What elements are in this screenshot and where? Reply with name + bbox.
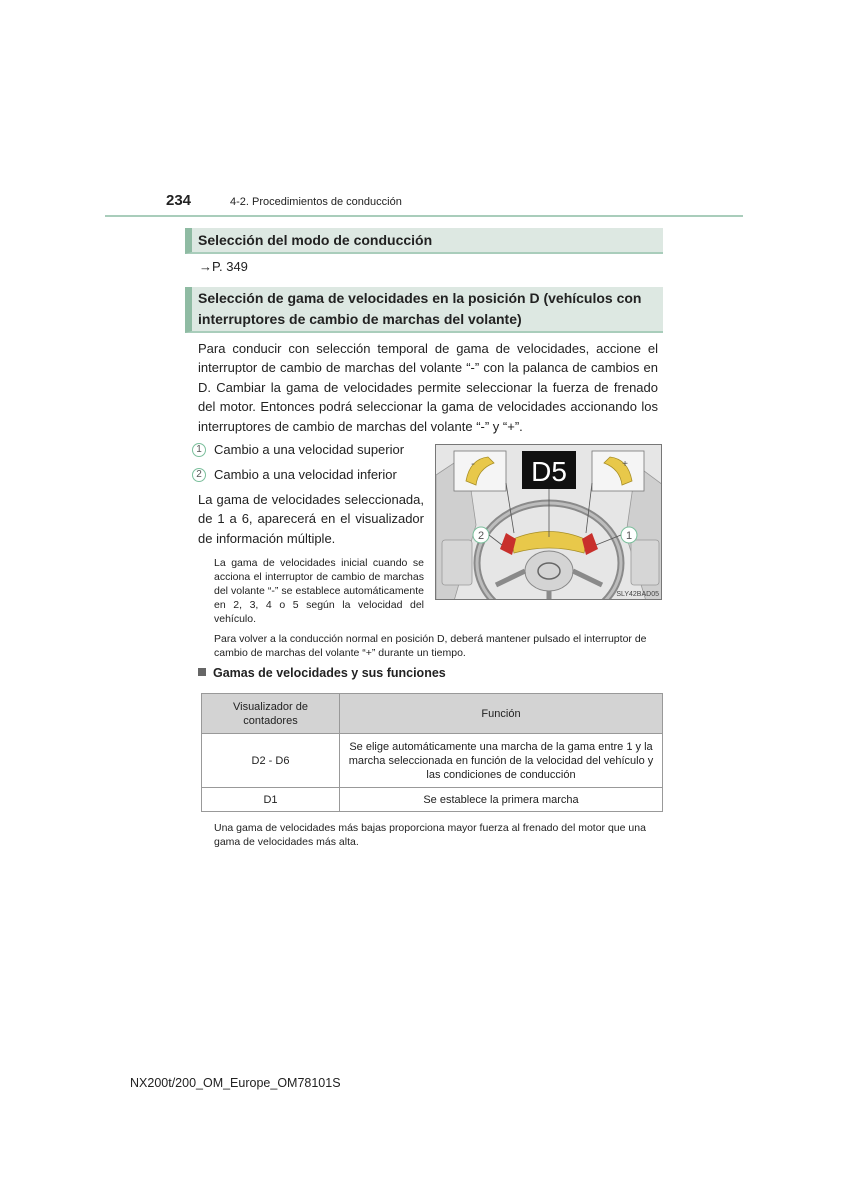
header-divider [105, 215, 743, 217]
gear-display-label: D5 [531, 456, 567, 487]
gear-range-table [201, 693, 663, 812]
table-cell-display: D2 - D6 [202, 734, 340, 788]
section-title-gear-range: Selección de gama de velocidades en la posición D (vehículos con interruptores de cambio de marchas del volante) [185, 287, 663, 333]
page-reference: →P. 349 [199, 259, 248, 274]
section-title-driving-mode: Selección del modo de conducción [185, 228, 663, 254]
display-info-paragraph: La gama de velocidades seleccionada, de 1 a 6, aparecerá en el visualizador de información múltiple. [198, 492, 424, 546]
initial-range-note: La gama de velocidades inicial cuando se acciona el interruptor de cambio de marchas del volante “-” se establece automáticamente en 2, 3, 4 o 5 según la velocidad del vehículo. [214, 557, 424, 625]
figure-code: SLY42BAD05 [616, 591, 659, 598]
intro-paragraph: Para conducir con selección temporal de gama de velocidades, accione el interruptor de cambio de marchas del volante “-” con la palanca de cambios en D. Cambiar la gama de velocidades permite seleccionar la fuerza de frenado del motor. Entonces podrá seleccionar la gama de velocidades accionando los interruptores de cambio de marchas del volante “-” y “+”. [198, 341, 658, 434]
item-number-1: 1 [192, 443, 206, 457]
table-row [202, 734, 663, 788]
minus-paddle-label: - [471, 458, 475, 470]
gamas-heading-text: Gamas de velocidades y sus funciones [213, 666, 446, 680]
table-row [202, 788, 663, 812]
table-cell-function: Se establece la primera marcha [340, 788, 663, 812]
gamas-heading [198, 666, 446, 680]
gamas-footnote: Una gama de velocidades más bajas proporciona mayor fuerza al frenado del motor que una gama de velocidades más alta. [214, 822, 646, 848]
figure-illustration [436, 445, 662, 600]
steering-wheel-paddle-figure [435, 444, 662, 600]
callout-2-label: 2 [477, 530, 485, 542]
document-id: NX200t/200_OM_Europe_OM78101S [130, 1076, 341, 1090]
table-cell-function: Se elige automáticamente una marcha de la gama entre 1 y la marcha seleccionada en función de la velocidad del vehículo y las condiciones de conducción [340, 734, 663, 788]
column-header-function: Función [340, 694, 663, 734]
section-breadcrumb: 4-2. Procedimientos de conducción [230, 196, 402, 208]
item-upshift-label: Cambio a una velocidad superior [214, 442, 405, 457]
column-header-display: Visualizador de contadores [202, 694, 340, 734]
return-normal-note: Para volver a la conducción normal en posición D, deberá mantener pulsado el interruptor de cambio de marchas del volante “+” durante un tiempo. [214, 633, 647, 659]
item-downshift-label: Cambio a una velocidad inferior [214, 467, 397, 482]
plus-paddle-label: + [622, 459, 628, 470]
table-cell-display: D1 [202, 788, 340, 812]
item-number-2: 2 [192, 468, 206, 482]
square-bullet-icon [198, 668, 206, 676]
page-number: 234 [166, 192, 192, 209]
callout-1-label: 1 [625, 530, 633, 542]
table-header-row [202, 694, 663, 734]
